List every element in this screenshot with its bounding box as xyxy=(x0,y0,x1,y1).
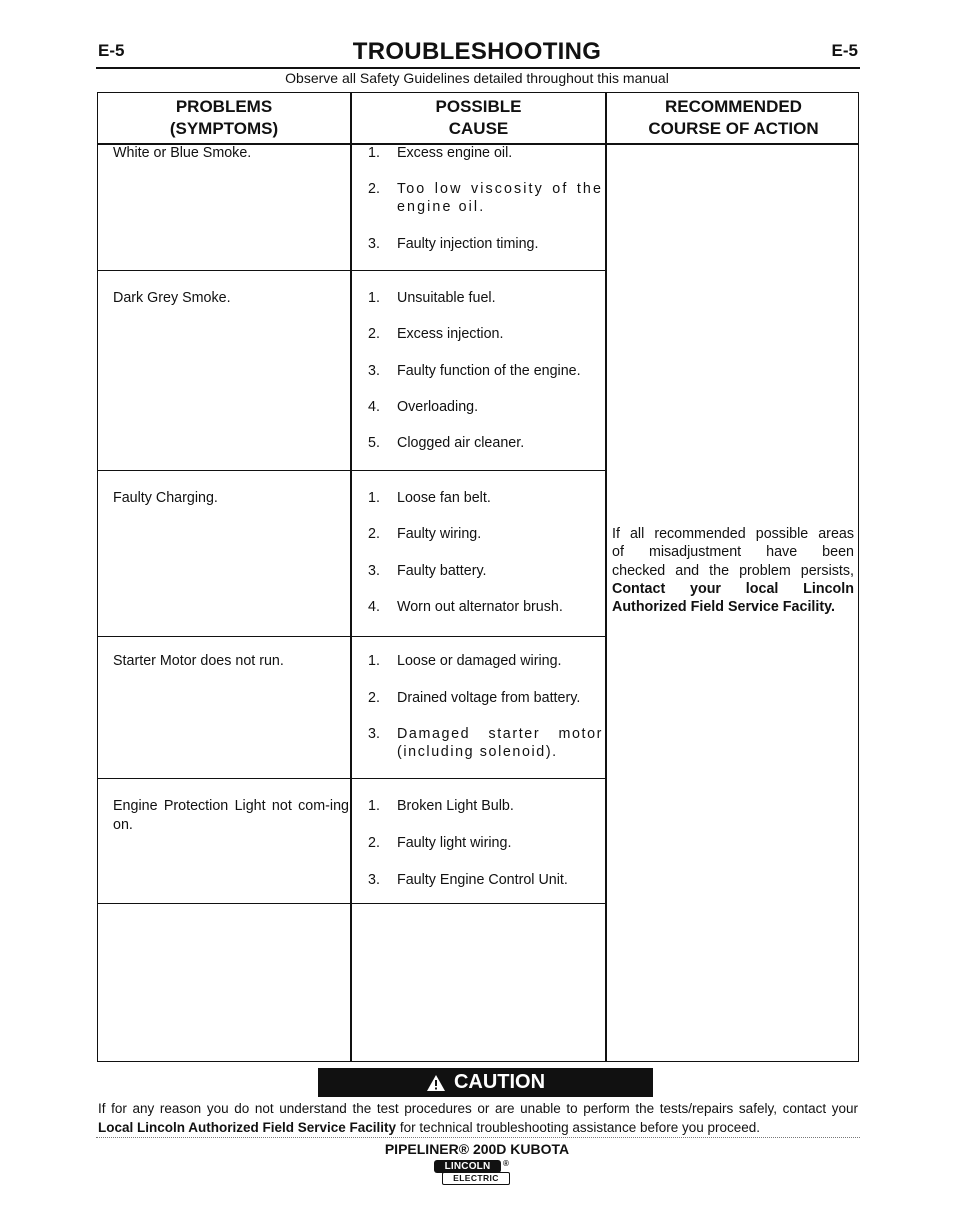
lincoln-electric-logo: LINCOLN ® ELECTRIC xyxy=(434,1160,512,1188)
caution-label: CAUTION xyxy=(453,1071,546,1093)
header-problems: PROBLEMS (SYMPTOMS) xyxy=(169,97,279,138)
column-divider xyxy=(350,93,352,1061)
row-divider xyxy=(98,270,606,271)
problem-starter-motor: Starter Motor does not run. xyxy=(113,653,284,669)
caution-banner xyxy=(318,1068,653,1097)
safety-subtitle: Observe all Safety Guidelines detailed throughout this manual xyxy=(285,70,669,86)
page-number-right: E-5 xyxy=(831,41,858,60)
troubleshooting-table: PROBLEMS (SYMPTOMS) POSSIBLE CAUSE RECOMMENDED COURSE OF ACTION White or Blue Smoke. 1. Excess engine oil. 2. Too low viscosity of the engine oil. 3. Faulty injection timing. Dark Grey Smoke. 1. Unsuitable fuel. 2. Excess injection. 3. Faulty function of the engine. 4. Overloading. 5. Clogged air cleaner. Faulty Charging. 1. Loose fan belt. 2. Faulty wiring. 3. Faulty battery. 4. Worn out alternator brush. Starter Motor does not run. 1. Loose or damaged wiring. 2. Drained voltage from battery. 3. Damaged starter motor (including solenoid). Engine Protection Light not com-ing on. 1. Broken Light Bulb. 2. Faulty light wiring. 3. Faulty Engine Control Unit. If all recommended possible areas of misadjustment have been checked and the problem persists, Contact your local Lincoln Authorized Field Service Facility. xyxy=(97,92,859,1062)
recommended-action-text: If all recommended possible areas of misadjustment have been checked and the problem persists, Contact your local Lincoln Authorized Field Service Facility. xyxy=(612,526,854,616)
problem-dark-grey-smoke: Dark Grey Smoke. xyxy=(113,290,231,306)
row-divider xyxy=(98,470,606,471)
problem-engine-protection-light: Engine Protection Light not com-ing on. xyxy=(113,798,349,833)
warning-icon xyxy=(426,1074,446,1092)
problem-faulty-charging: Faulty Charging. xyxy=(113,490,218,506)
row-divider xyxy=(98,778,606,779)
caution-text: If for any reason you do not understand the test procedures or are unable to perform the tests/repairs safely, contact your Local Lincoln Authorized Field Service Facility for technical troubleshooting assistance before you proceed. xyxy=(98,1101,858,1135)
product-name: PIPELINER® 200D KUBOTA xyxy=(384,1141,570,1157)
footer-rule xyxy=(96,1137,860,1138)
row-divider xyxy=(98,636,606,637)
title-rule xyxy=(96,67,860,69)
header-recommended-action: RECOMMENDED COURSE OF ACTION xyxy=(648,97,819,138)
header-possible-cause: POSSIBLE CAUSE xyxy=(435,97,522,138)
page-number-left: E-5 xyxy=(98,41,125,60)
column-divider xyxy=(605,93,607,1061)
problem-white-blue-smoke: White or Blue Smoke. xyxy=(113,145,252,161)
page-title: TROUBLESHOOTING xyxy=(352,38,602,65)
row-divider xyxy=(98,903,606,904)
